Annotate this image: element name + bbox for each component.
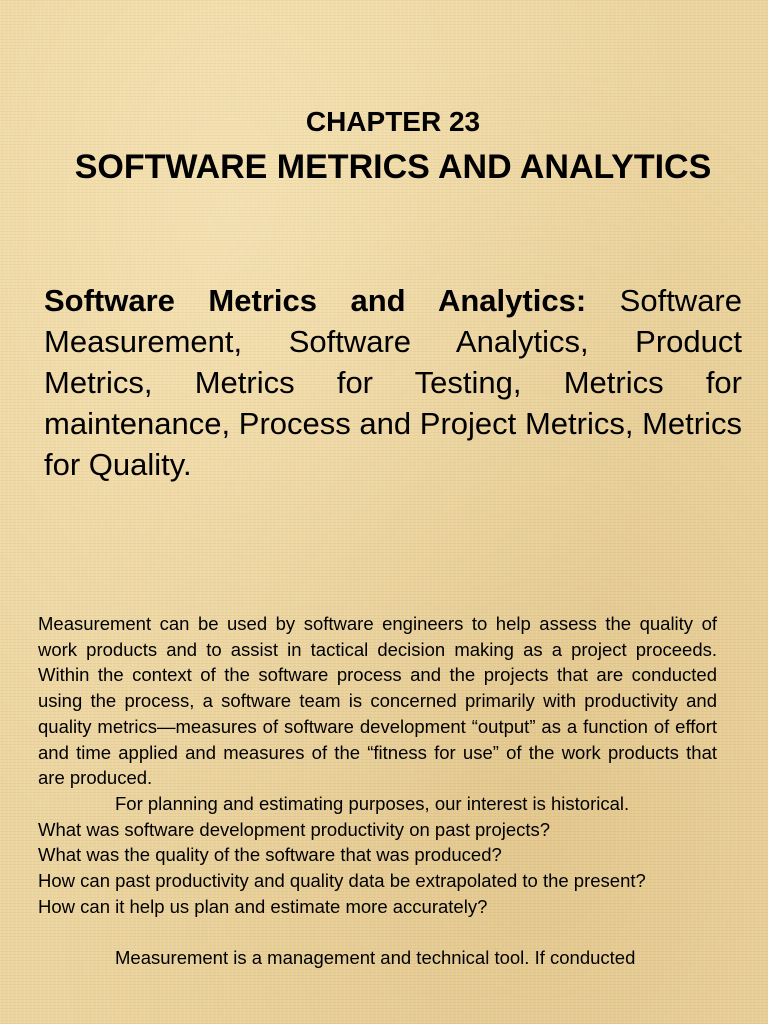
paragraph-management-tool: Measurement is a management and technical tool. If conducted xyxy=(115,947,636,969)
body-text xyxy=(38,611,717,971)
question-estimation: How can it help us plan and estimate more accurately? xyxy=(38,895,488,917)
question-quality: What was the quality of the software that was produced? xyxy=(38,844,502,866)
summary-text: Software Measurement, Software Analytics, Product Metrics, Metrics for Testing, Metrics for maintenance, Process and Project Metrics, Metrics for Quality. xyxy=(44,283,742,482)
paragraph-gap xyxy=(38,919,717,945)
question-extrapolation: How can past productivity and quality data be extrapolated to the present? xyxy=(38,870,646,892)
summary-lead: Software Metrics and Analytics: xyxy=(44,283,587,318)
paragraph-measurement: Measurement can be used by software engineers to help assess the quality of work products and to assist in tactical decision making as a project proceeds. Within the context of the software process and the projects that are conducted using the process, a software team is concerned primarily with productivity and quality metrics—measures of software development “output” as a function of effort and time applied and measures of the “fitness for use” of the work products that are produced. xyxy=(38,613,717,789)
chapter-summary xyxy=(44,280,742,485)
question-productivity: What was software development productivity on past projects? xyxy=(38,818,551,840)
paragraph-planning: For planning and estimating purposes, our interest is historical. xyxy=(115,792,630,814)
chapter-number: CHAPTER 23 xyxy=(305,106,481,137)
chapter-title: SOFTWARE METRICS AND ANALYTICS xyxy=(74,148,712,186)
